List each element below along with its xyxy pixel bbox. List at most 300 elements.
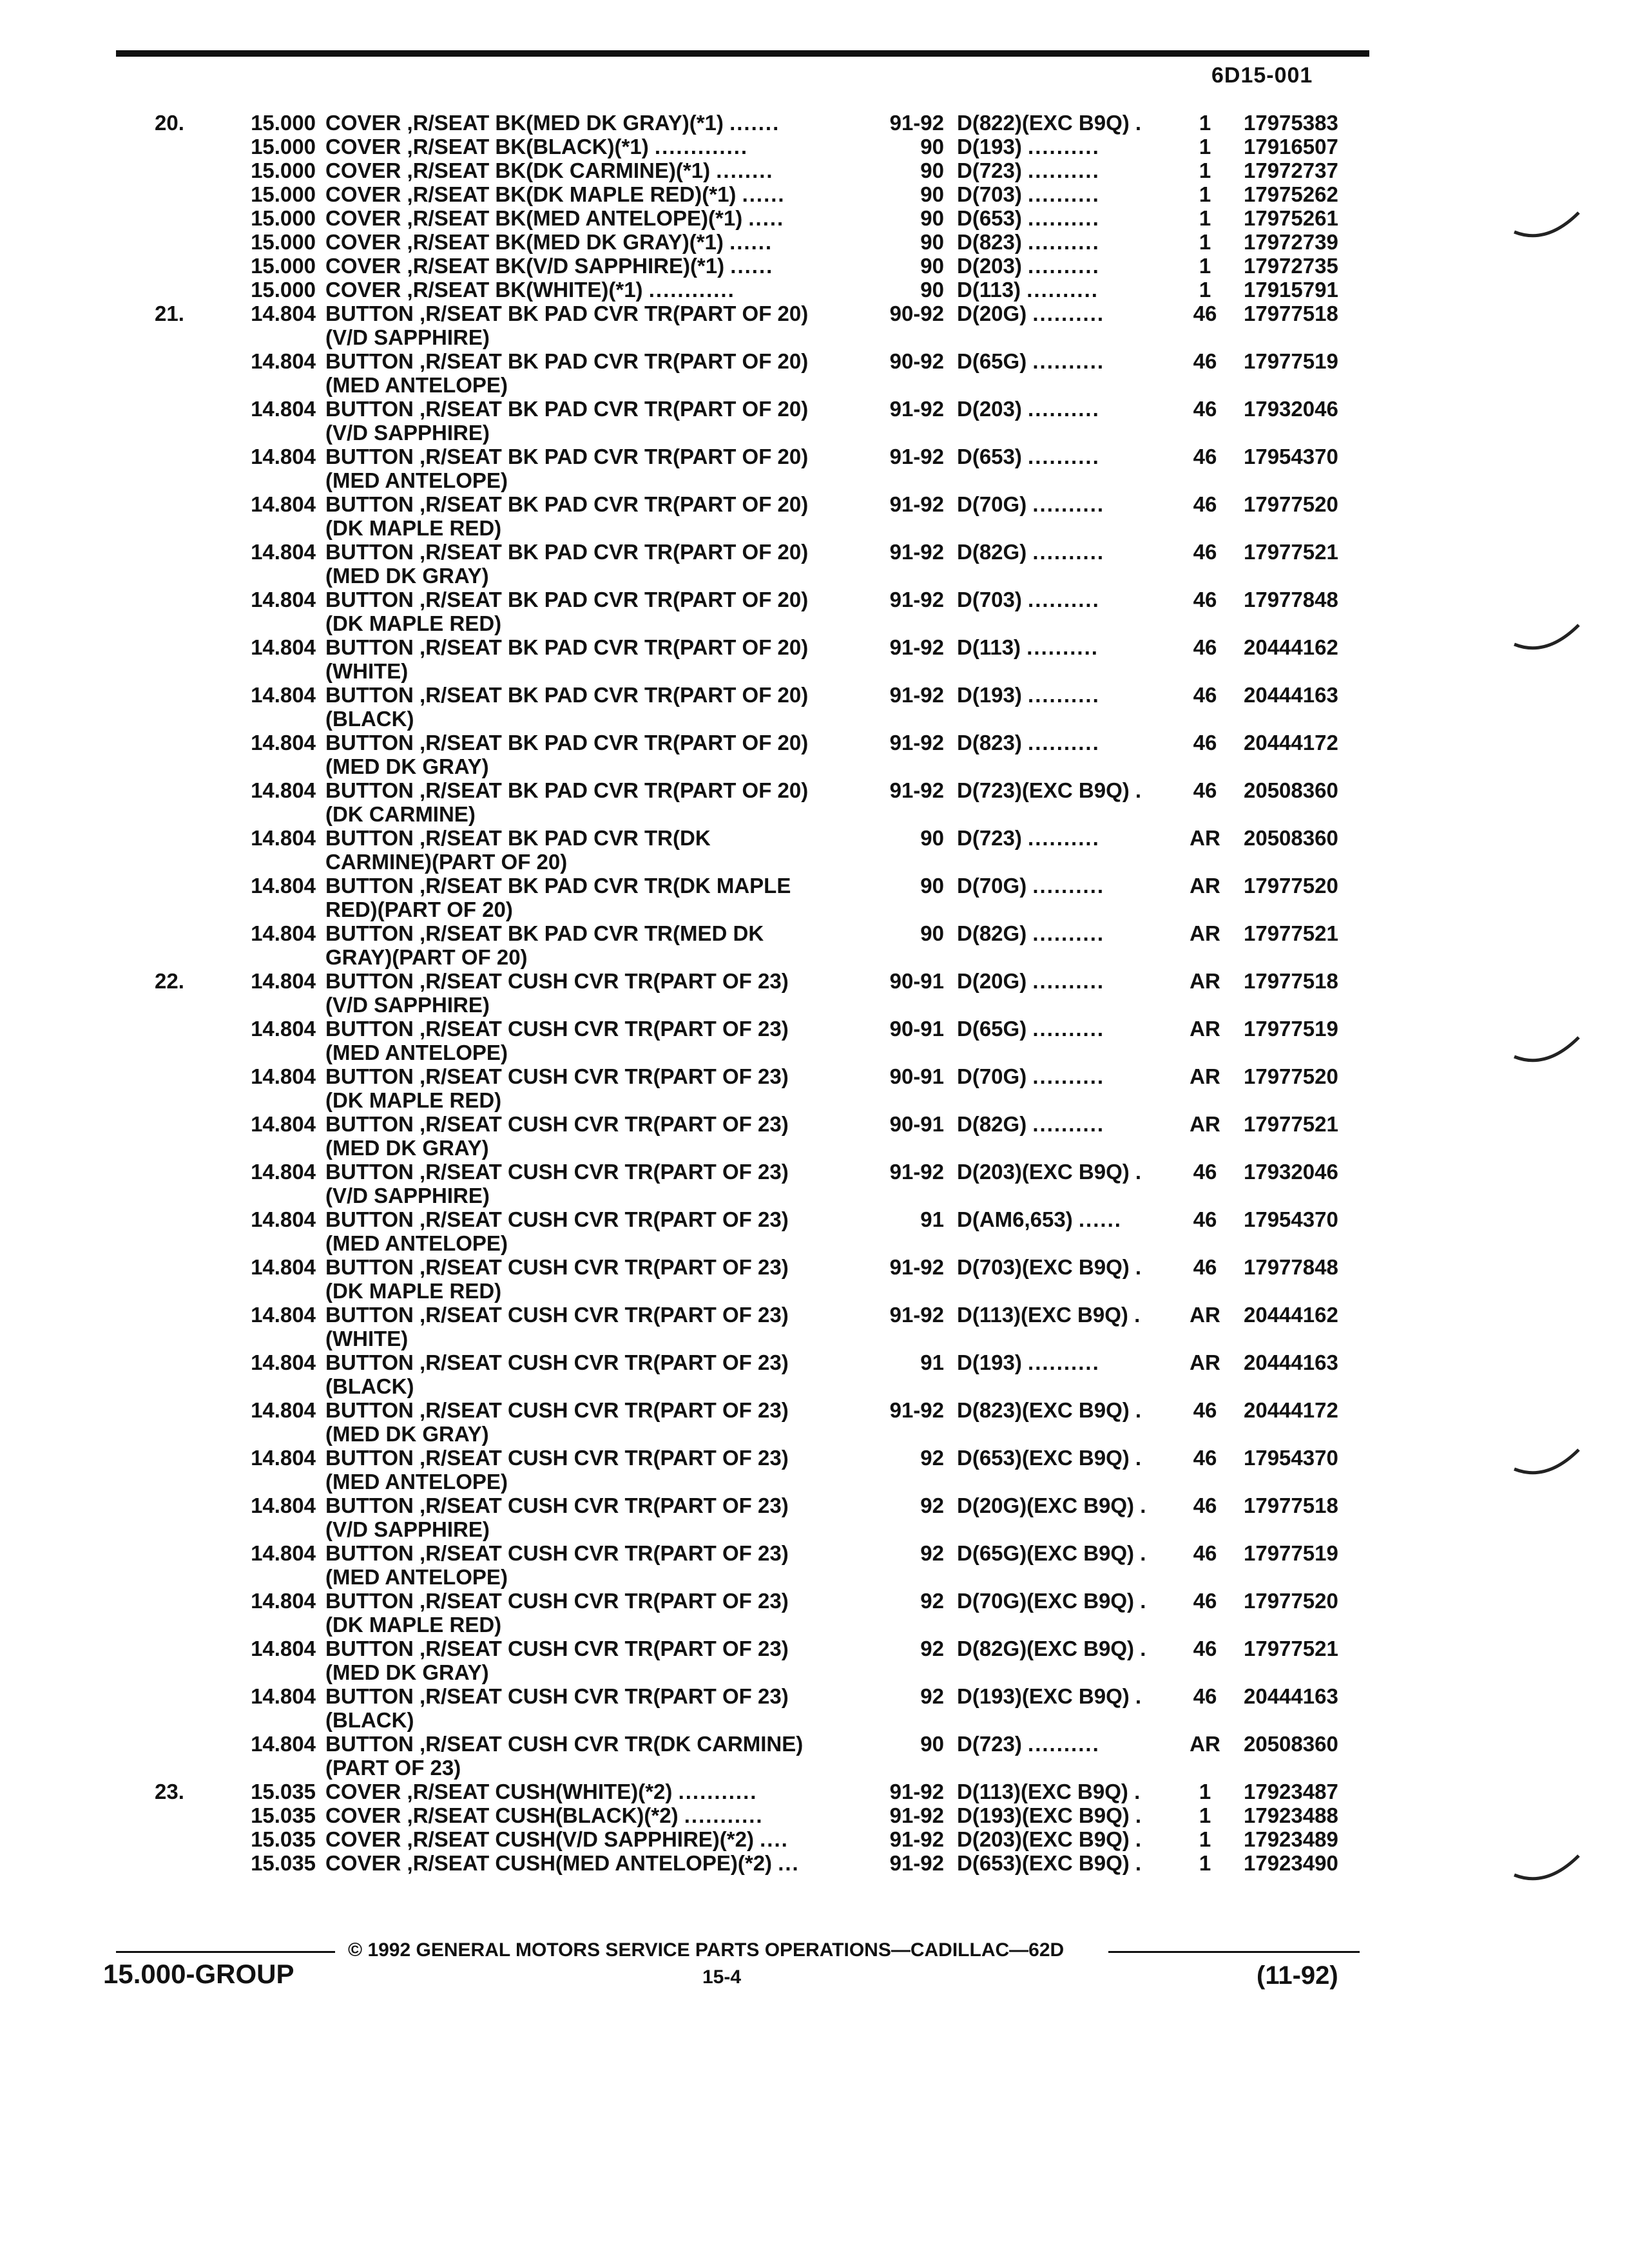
group-number	[213, 1732, 316, 1756]
table-row	[0, 1494, 1629, 1517]
option-code-text: D(70G)	[957, 1064, 1027, 1088]
table-row	[0, 1780, 1629, 1803]
model-years-text: 91-92	[889, 1160, 944, 1184]
part-description	[325, 1088, 501, 1112]
group-number-text: 14.804	[251, 1303, 316, 1327]
part-description	[325, 397, 808, 421]
quantity	[1176, 349, 1234, 373]
part-description	[325, 1851, 800, 1875]
part-description-text: BUTTON ,R/SEAT CUSH CVR TR(PART OF 23)	[325, 969, 789, 993]
group-number-text: 14.804	[251, 826, 316, 850]
part-number-text: 17972735	[1244, 254, 1338, 278]
table-row	[0, 1231, 1629, 1255]
table-row	[0, 754, 1629, 778]
group-number	[213, 278, 316, 302]
model-years-text: 91-92	[889, 492, 944, 516]
part-description-text: BUTTON ,R/SEAT BK PAD CVR TR(DK	[325, 826, 711, 850]
group-number-text: 15.000	[251, 230, 316, 254]
group-number-text: 14.804	[251, 1160, 316, 1184]
model-years	[841, 826, 944, 850]
quantity-text: AR	[1190, 1350, 1220, 1374]
model-years	[841, 1541, 944, 1565]
quantity	[1176, 182, 1234, 206]
part-description	[325, 206, 784, 230]
table-row	[0, 254, 1629, 278]
part-description-text: (DK CARMINE)	[325, 802, 476, 826]
option-code-text: D(82G)	[957, 921, 1027, 945]
group-number-text: 15.035	[251, 1851, 316, 1875]
model-years	[841, 445, 944, 468]
part-description	[325, 850, 567, 874]
option-code-text: D(20G)(EXC B9Q)	[957, 1494, 1135, 1517]
option-code-text: D(20G)	[957, 969, 1027, 993]
part-description-text: (MED ANTELOPE)	[325, 1470, 508, 1494]
quantity-text: AR	[1190, 1732, 1220, 1756]
quantity	[1176, 1112, 1234, 1136]
part-number	[1244, 1303, 1338, 1327]
quantity-text: 1	[1199, 159, 1211, 182]
group-number-text: 14.804	[251, 1494, 316, 1517]
leader-dots: ..........	[1032, 1112, 1105, 1136]
option-code	[957, 1064, 1170, 1088]
model-years-text: 91-92	[889, 1827, 944, 1851]
model-years	[841, 159, 944, 182]
quantity-text: 1	[1199, 278, 1211, 302]
model-years-text: 90	[920, 921, 944, 945]
part-description	[325, 159, 774, 182]
option-code-text: D(193)(EXC B9Q)	[957, 1684, 1130, 1708]
group-number-text: 14.804	[251, 302, 316, 325]
part-description-text: COVER ,R/SEAT BK(MED DK GRAY)(*1)	[325, 111, 724, 135]
table-row	[0, 1541, 1629, 1565]
part-description	[325, 421, 490, 445]
leader-dots: ......	[729, 230, 773, 254]
option-code	[957, 635, 1170, 659]
part-description	[325, 1517, 490, 1541]
part-description-text: (MED DK GRAY)	[325, 564, 489, 588]
model-years	[841, 135, 944, 159]
part-description	[325, 1637, 789, 1660]
model-years-text: 90	[920, 182, 944, 206]
table-row	[0, 1327, 1629, 1350]
part-description	[325, 1494, 789, 1517]
option-code	[957, 159, 1170, 182]
model-years	[841, 1684, 944, 1708]
leader-dots: ..........	[1028, 230, 1100, 254]
model-years	[841, 1446, 944, 1470]
option-code	[957, 135, 1170, 159]
part-number-text: 17972739	[1244, 230, 1338, 254]
group-number	[213, 1160, 316, 1184]
part-description-text: (MED DK GRAY)	[325, 754, 489, 778]
part-number	[1244, 1589, 1338, 1613]
part-description	[325, 588, 808, 611]
quantity	[1176, 302, 1234, 325]
part-number	[1244, 1732, 1338, 1756]
quantity	[1176, 254, 1234, 278]
group-number	[213, 588, 316, 611]
option-code	[957, 302, 1170, 325]
group-number	[213, 1303, 316, 1327]
leader-dots: ......	[742, 182, 786, 206]
part-number	[1244, 182, 1338, 206]
part-description-text: BUTTON ,R/SEAT CUSH CVR TR(PART OF 23)	[325, 1446, 789, 1470]
model-years	[841, 1160, 944, 1184]
option-code-text: D(193)	[957, 683, 1022, 707]
model-years	[841, 1064, 944, 1088]
item-ref-number	[155, 111, 184, 135]
part-number-text: 17977520	[1244, 874, 1338, 898]
part-description-text: (MED ANTELOPE)	[325, 1231, 508, 1255]
part-description	[325, 1350, 789, 1374]
table-row	[0, 1446, 1629, 1470]
part-description-text: (V/D SAPPHIRE)	[325, 993, 490, 1017]
part-description	[325, 1422, 489, 1446]
option-code	[957, 1303, 1170, 1327]
model-years-text: 91-92	[889, 445, 944, 468]
model-years	[841, 635, 944, 659]
option-code	[957, 1255, 1170, 1279]
leader-dots: ..........	[1028, 254, 1100, 278]
part-description-text: (V/D SAPPHIRE)	[325, 1517, 490, 1541]
leader-dots: ..........	[1028, 1350, 1100, 1374]
table-row	[0, 1303, 1629, 1327]
table-row	[0, 1803, 1629, 1827]
group-number-text: 14.804	[251, 1112, 316, 1136]
part-description-text: (MED ANTELOPE)	[325, 468, 508, 492]
part-number	[1244, 1684, 1338, 1708]
part-description-text: (DK MAPLE RED)	[325, 611, 502, 635]
model-years	[841, 969, 944, 993]
part-number	[1244, 1803, 1338, 1827]
leader-dots: .	[1140, 1541, 1148, 1565]
leader-dots: .	[1135, 1255, 1143, 1279]
option-code-text: D(82G)(EXC B9Q)	[957, 1637, 1135, 1660]
option-code	[957, 921, 1170, 945]
quantity	[1176, 635, 1234, 659]
part-description-text: (BLACK)	[325, 707, 414, 731]
binder-hole-mark-icon	[1508, 1031, 1585, 1070]
group-number-text: 15.035	[251, 1827, 316, 1851]
quantity-text: 46	[1193, 1398, 1217, 1422]
part-description-text: (V/D SAPPHIRE)	[325, 1184, 490, 1207]
option-code-text: D(653)	[957, 206, 1022, 230]
leader-dots: ..........	[1032, 1017, 1105, 1041]
quantity	[1176, 1851, 1234, 1875]
model-years	[841, 1350, 944, 1374]
option-code	[957, 1732, 1170, 1756]
part-description-text: BUTTON ,R/SEAT BK PAD CVR TR(PART OF 20)	[325, 778, 809, 802]
part-description	[325, 468, 508, 492]
part-description	[325, 898, 513, 921]
part-description	[325, 1756, 461, 1780]
part-number	[1244, 1398, 1338, 1422]
model-years-text: 92	[920, 1446, 944, 1470]
part-number	[1244, 302, 1338, 325]
part-description-text: BUTTON ,R/SEAT CUSH CVR TR(PART OF 23)	[325, 1541, 789, 1565]
option-code-text: D(113)(EXC B9Q)	[957, 1780, 1128, 1803]
part-description	[325, 1613, 501, 1637]
table-row	[0, 1660, 1629, 1684]
model-years-text: 91-92	[889, 588, 944, 611]
part-description	[325, 564, 489, 588]
quantity-text: AR	[1190, 874, 1220, 898]
part-description-text: COVER ,R/SEAT BK(DK CARMINE)(*1)	[325, 159, 711, 182]
part-description	[325, 445, 808, 468]
part-description-text: (MED DK GRAY)	[325, 1136, 489, 1160]
binder-hole-mark-icon	[1508, 1443, 1585, 1482]
option-code-text: D(113)(EXC B9Q)	[957, 1303, 1128, 1327]
group-number	[213, 1637, 316, 1660]
part-number	[1244, 206, 1338, 230]
model-years-text: 91-92	[889, 1851, 944, 1875]
part-description-text: BUTTON ,R/SEAT BK PAD CVR TR(PART OF 20)	[325, 683, 809, 707]
model-years	[841, 1827, 944, 1851]
option-code	[957, 1637, 1170, 1660]
item-ref-number	[155, 302, 184, 325]
model-years	[841, 1017, 944, 1041]
table-row	[0, 1589, 1629, 1613]
part-description-text: BUTTON ,R/SEAT BK PAD CVR TR(PART OF 20)	[325, 302, 809, 325]
table-row	[0, 1637, 1629, 1660]
group-number-text: 15.000	[251, 111, 316, 135]
part-number	[1244, 683, 1338, 707]
quantity-text: 46	[1193, 1541, 1217, 1565]
part-description-text: COVER ,R/SEAT CUSH(BLACK)(*2)	[325, 1803, 679, 1827]
option-code	[957, 206, 1170, 230]
part-description-text: BUTTON ,R/SEAT BK PAD CVR TR(PART OF 20)	[325, 349, 809, 373]
group-number	[213, 254, 316, 278]
group-number	[213, 1494, 316, 1517]
quantity	[1176, 1303, 1234, 1327]
model-years-text: 92	[920, 1541, 944, 1565]
part-description-text: (V/D SAPPHIRE)	[325, 325, 490, 349]
leader-dots: ..........	[1028, 826, 1100, 850]
part-number	[1244, 349, 1338, 373]
group-number	[213, 349, 316, 373]
parts-list	[0, 111, 1629, 1875]
part-number-text: 20444163	[1244, 1350, 1338, 1374]
part-description	[325, 1374, 414, 1398]
leader-dots: ..........	[1028, 1732, 1100, 1756]
option-code	[957, 1851, 1170, 1875]
option-code	[957, 1803, 1170, 1827]
footer-page-number: 15-4	[702, 1966, 742, 1988]
part-number-text: 17977518	[1244, 302, 1338, 325]
table-row	[0, 1207, 1629, 1231]
quantity	[1176, 1494, 1234, 1517]
part-number-text: 17972737	[1244, 159, 1338, 182]
part-number-text: 17954370	[1244, 1207, 1338, 1231]
leader-dots: ...........	[678, 1780, 758, 1803]
group-number	[213, 397, 316, 421]
part-description	[325, 1398, 789, 1422]
table-row	[0, 1041, 1629, 1064]
option-code-text: D(193)(EXC B9Q)	[957, 1803, 1130, 1827]
leader-dots: .	[1135, 1851, 1143, 1875]
table-row	[0, 468, 1629, 492]
model-years	[841, 1589, 944, 1613]
option-code-text: D(653)(EXC B9Q)	[957, 1851, 1130, 1875]
quantity-text: 46	[1193, 1160, 1217, 1184]
part-number-text: 17977519	[1244, 1541, 1338, 1565]
model-years-text: 91-92	[889, 540, 944, 564]
table-row	[0, 1708, 1629, 1732]
model-years-text: 91-92	[889, 1398, 944, 1422]
table-row	[0, 373, 1629, 397]
part-description-text: BUTTON ,R/SEAT BK PAD CVR TR(MED DK	[325, 921, 764, 945]
group-number-text: 14.804	[251, 1207, 316, 1231]
quantity-text: 1	[1199, 135, 1211, 159]
table-row	[0, 826, 1629, 850]
part-number	[1244, 1541, 1338, 1565]
model-years	[841, 302, 944, 325]
option-code-text: D(193)	[957, 135, 1022, 159]
option-code	[957, 182, 1170, 206]
option-code-text: D(203)	[957, 397, 1022, 421]
part-description-text: (DK MAPLE RED)	[325, 1613, 502, 1637]
model-years-text: 91	[920, 1207, 944, 1231]
quantity-text: AR	[1190, 969, 1220, 993]
group-number	[213, 826, 316, 850]
option-code	[957, 826, 1170, 850]
table-row	[0, 1064, 1629, 1088]
table-row	[0, 325, 1629, 349]
quantity-text: 46	[1193, 1589, 1217, 1613]
quantity	[1176, 1541, 1234, 1565]
model-years-text: 91-92	[889, 778, 944, 802]
model-years	[841, 588, 944, 611]
part-description-text: BUTTON ,R/SEAT CUSH CVR TR(PART OF 23)	[325, 1017, 789, 1041]
model-years-text: 90	[920, 135, 944, 159]
quantity	[1176, 1255, 1234, 1279]
option-code-text: D(823)	[957, 731, 1022, 754]
leader-dots: .....	[748, 206, 785, 230]
option-code-text: D(723)(EXC B9Q)	[957, 778, 1130, 802]
part-number	[1244, 1160, 1338, 1184]
quantity-text: AR	[1190, 1112, 1220, 1136]
option-code	[957, 1827, 1170, 1851]
part-number	[1244, 159, 1338, 182]
option-code	[957, 1350, 1170, 1374]
table-row	[0, 659, 1629, 683]
part-description	[325, 1184, 490, 1207]
quantity-text: 46	[1193, 349, 1217, 373]
group-number	[213, 1780, 316, 1803]
option-code-text: D(203)	[957, 254, 1022, 278]
group-number	[213, 540, 316, 564]
model-years	[841, 1112, 944, 1136]
part-description-text: RED)(PART OF 20)	[325, 898, 513, 921]
table-row	[0, 421, 1629, 445]
quantity	[1176, 135, 1234, 159]
group-number	[213, 969, 316, 993]
part-number	[1244, 1446, 1338, 1470]
table-row	[0, 921, 1629, 945]
group-number	[213, 635, 316, 659]
group-number-text: 14.804	[251, 1398, 316, 1422]
part-description	[325, 1446, 789, 1470]
item-ref-number-text: 23.	[155, 1780, 184, 1803]
option-code-text: D(82G)	[957, 1112, 1027, 1136]
leader-dots: .	[1135, 111, 1143, 135]
quantity	[1176, 278, 1234, 302]
part-description-text: COVER ,R/SEAT BK(V/D SAPPHIRE)(*1)	[325, 254, 725, 278]
part-description	[325, 349, 808, 373]
model-years	[841, 349, 944, 373]
table-row	[0, 1756, 1629, 1780]
part-number	[1244, 1350, 1338, 1374]
table-row	[0, 993, 1629, 1017]
part-number	[1244, 731, 1338, 754]
quantity-text: 46	[1193, 445, 1217, 468]
part-number-text: 17977519	[1244, 1017, 1338, 1041]
part-description	[325, 1327, 408, 1350]
part-description	[325, 802, 476, 826]
part-description	[325, 969, 789, 993]
quantity-text: 46	[1193, 1637, 1217, 1660]
part-number-text: 20444172	[1244, 1398, 1338, 1422]
option-code	[957, 1017, 1170, 1041]
footer-rule-right	[1108, 1951, 1360, 1953]
part-number-text: 17923490	[1244, 1851, 1338, 1875]
leader-dots: .	[1135, 1684, 1143, 1708]
model-years-text: 91-92	[889, 1255, 944, 1279]
table-row	[0, 349, 1629, 373]
part-description-text: BUTTON ,R/SEAT CUSH CVR TR(PART OF 23)	[325, 1255, 789, 1279]
part-description	[325, 993, 490, 1017]
quantity	[1176, 778, 1234, 802]
model-years	[841, 278, 944, 302]
option-code	[957, 969, 1170, 993]
group-number	[213, 1541, 316, 1565]
quantity-text: 46	[1193, 635, 1217, 659]
model-years	[841, 874, 944, 898]
group-number-text: 14.804	[251, 445, 316, 468]
table-row	[0, 540, 1629, 564]
table-row	[0, 1398, 1629, 1422]
table-row	[0, 898, 1629, 921]
part-number-text: 17954370	[1244, 1446, 1338, 1470]
group-number-text: 14.804	[251, 349, 316, 373]
part-description	[325, 492, 808, 516]
part-description-text: (MED ANTELOPE)	[325, 1565, 508, 1589]
table-row	[0, 302, 1629, 325]
table-row	[0, 1851, 1629, 1875]
model-years	[841, 921, 944, 945]
quantity-text: 46	[1193, 588, 1217, 611]
model-years-text: 90	[920, 826, 944, 850]
option-code-text: D(70G)	[957, 492, 1027, 516]
part-description	[325, 754, 489, 778]
option-code-text: D(653)	[957, 445, 1022, 468]
option-code-text: D(203)(EXC B9Q)	[957, 1160, 1130, 1184]
option-code	[957, 1494, 1170, 1517]
model-years-text: 90	[920, 159, 944, 182]
leader-dots: ............	[648, 278, 735, 302]
leader-dots: .	[1135, 1446, 1143, 1470]
group-number-text: 14.804	[251, 969, 316, 993]
part-description-text: BUTTON ,R/SEAT BK PAD CVR TR(PART OF 20)	[325, 635, 809, 659]
part-number-text: 17977519	[1244, 349, 1338, 373]
leader-dots: ......	[730, 254, 774, 278]
quantity-text: 46	[1193, 302, 1217, 325]
option-code-text: D(113)	[957, 278, 1021, 302]
option-code-text: D(113)	[957, 635, 1021, 659]
table-row	[0, 1136, 1629, 1160]
leader-dots: .	[1140, 1637, 1148, 1660]
model-years-text: 91-92	[889, 111, 944, 135]
